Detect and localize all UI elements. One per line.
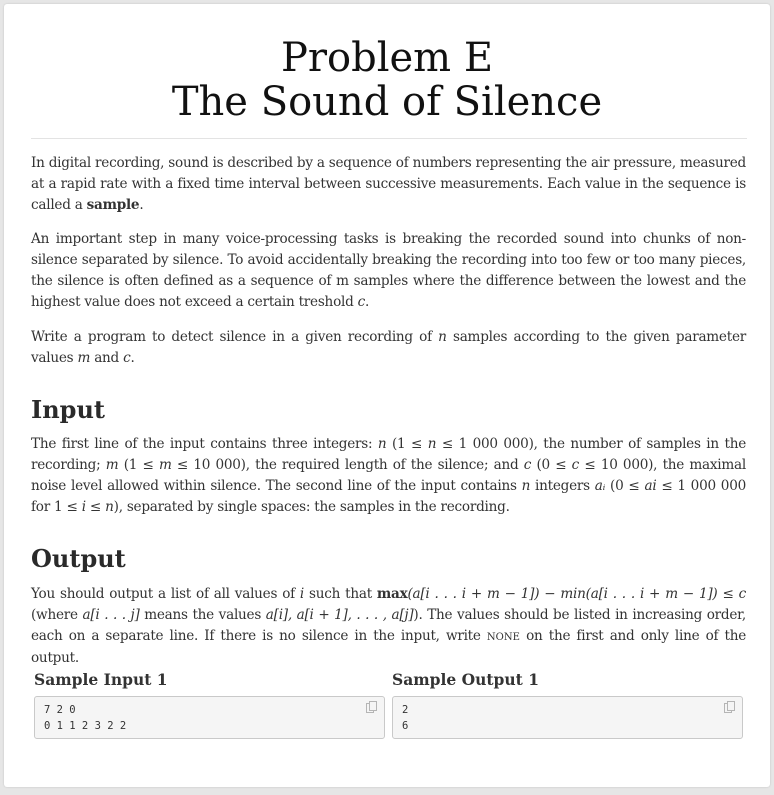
sample-input-title: Sample Input 1	[34, 670, 168, 689]
problem-title	[4, 36, 770, 124]
problem-card	[4, 4, 770, 787]
output-heading: Output	[31, 544, 126, 573]
copy-icon[interactable]	[365, 700, 379, 714]
problem-name: The Sound of Silence	[171, 79, 603, 125]
sample-input-line: 0 1 1 2 3 2 2	[44, 720, 127, 732]
sample-output-box	[392, 696, 743, 739]
statement-paragraph-1: In digital recording, sound is described by a sequence of numbers representing the air pressure, measured at a rapid rate with a fixed time interval between successive measurements. Each value in the sequence is called a sample.	[31, 155, 746, 213]
sample-input-content	[44, 702, 126, 734]
copy-icon[interactable]	[723, 700, 737, 714]
statement-paragraph-3: Write a program to detect silence in a given recording of n samples according to the given parameter values m and c.	[31, 329, 746, 366]
sample-output-line: 6	[402, 720, 409, 732]
statement-paragraph-2: An important step in many voice-processing tasks is breaking the recorded sound into chunks of non-silence separated by silence. To avoid accidentally breaking the recording into too few or too many pieces, the silence is often defined as a sequence of m samples where the difference between the lowest and the highest value does not exceed a certain treshold c.	[31, 231, 746, 310]
output-description: You should output a list of all values of i such that max(a[i . . . i + m − 1]) − min(a[i . . . i + m − 1]) ≤ c (where a[i . . . j] means the values a[i], a[i + 1], . . . , a[j]). The values should be listed in increasing order, each on a separate line. If there is no silence in the input, write NONE on the first and only line of the output.	[31, 586, 746, 666]
title-divider	[31, 138, 747, 139]
sample-output-title: Sample Output 1	[392, 670, 540, 689]
sample-output-content	[402, 702, 408, 734]
input-description: The first line of the input contains three integers: n (1 ≤ n ≤ 1 000 000), the number of samples in the recording; m (1 ≤ m ≤ 10 000), the required length of the silence; and c (0 ≤ c ≤ 10 000), the maximal noise level allowed within silence. The second line of the input contains n integers aᵢ (0 ≤ ai ≤ 1 000 000 for 1 ≤ i ≤ n), separated by single spaces: the samples in the recording.	[31, 436, 747, 515]
problem-letter: Problem E	[280, 35, 494, 81]
sample-output-line: 2	[402, 704, 409, 716]
sample-input-line: 7 2 0	[44, 704, 76, 716]
input-heading: Input	[31, 395, 105, 424]
sample-input-box	[34, 696, 385, 739]
